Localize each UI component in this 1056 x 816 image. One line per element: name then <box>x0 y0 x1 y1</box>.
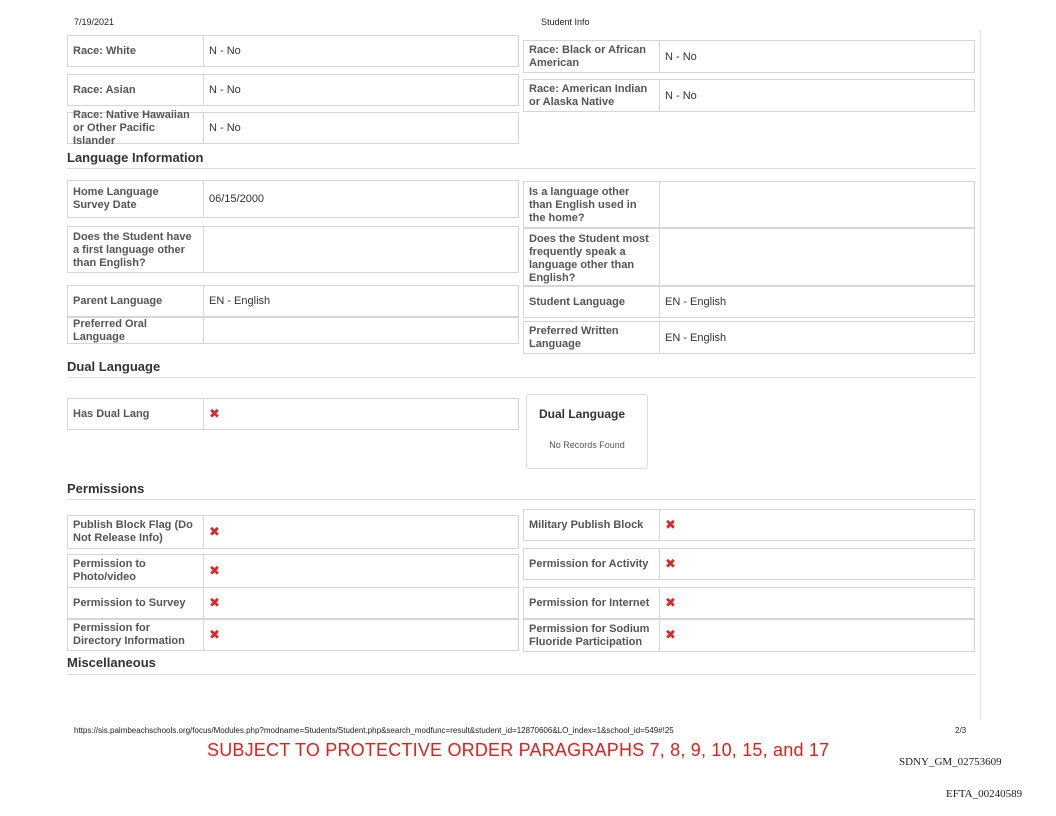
field-value <box>204 227 518 272</box>
field-most-frequent-language <box>523 228 975 286</box>
field-label: Permission for Sodium Fluoride Participation <box>524 620 660 651</box>
field-label: Permission for Activity <box>524 549 660 579</box>
print-date: 7/19/2021 <box>74 17 115 27</box>
section-title-dual-language: Dual Language <box>67 359 161 374</box>
section-title-miscellaneous: Miscellaneous <box>67 655 156 670</box>
field-preferred-oral-language <box>67 317 519 344</box>
field-value <box>660 620 974 651</box>
protective-order-stamp: SUBJECT TO PROTECTIVE ORDER PARAGRAPHS 7, 8, 9, 10, 15, and 17 <box>207 740 830 760</box>
field-label: Parent Language <box>68 286 204 316</box>
field-value <box>660 549 974 579</box>
field-label: Permission for Internet <box>524 588 660 618</box>
section-divider <box>67 377 976 378</box>
close-x-icon: ✖ <box>665 556 676 572</box>
field-value: EN - English <box>665 331 727 344</box>
field-permission-photo-video <box>67 554 519 588</box>
field-label: Publish Block Flag (Do Not Release Info) <box>68 516 204 548</box>
field-label: Preferred Written Language <box>524 322 660 353</box>
field-label: Race: Asian <box>68 75 204 105</box>
field-value <box>204 588 518 618</box>
field-value: N - No <box>665 89 697 102</box>
field-race-white <box>67 35 519 67</box>
section-divider <box>67 674 976 675</box>
field-label: Race: White <box>68 36 204 66</box>
field-race-black <box>523 40 975 73</box>
field-value: 06/15/2000 <box>209 193 265 205</box>
close-x-icon: ✖ <box>209 563 220 579</box>
field-value: N - No <box>209 84 241 96</box>
bates-number-efta: EFTA_00240589 <box>946 788 1023 800</box>
field-has-dual-lang <box>67 398 519 430</box>
field-student-language <box>523 286 975 318</box>
section-divider <box>67 168 976 169</box>
field-permission-sodium-fluoride <box>523 619 975 652</box>
field-value: N - No <box>665 50 697 63</box>
close-x-icon: ✖ <box>665 595 676 611</box>
field-label: Is a language other than English used in the home? <box>524 182 660 227</box>
close-x-icon: ✖ <box>209 595 220 611</box>
section-title-permissions: Permissions <box>67 481 145 496</box>
field-value: EN - English <box>209 295 271 307</box>
field-value: N - No <box>209 122 241 134</box>
field-home-language-survey-date <box>67 180 519 218</box>
field-value <box>204 620 518 650</box>
close-x-icon: ✖ <box>209 406 220 422</box>
field-label: Race: Black or African American <box>524 41 660 72</box>
field-label: Does the Student most frequently speak a language other than English? <box>524 229 660 285</box>
print-title: Student Info <box>541 17 590 27</box>
field-label: Has Dual Lang <box>68 399 204 429</box>
page-url: https://sis.palmbeachschools.org/focus/Modules.php?modname=Students/Student.php&search_modfunc=result&student_id=12870606&LO_index=1&school_id=549#!25 <box>74 726 674 735</box>
field-label: Military Publish Block <box>524 510 660 540</box>
field-permission-survey <box>67 587 519 619</box>
field-label: Permission for Directory Information <box>68 620 204 650</box>
field-first-language-other <box>67 226 519 273</box>
field-label: Race: American Indian or Alaska Native <box>524 80 660 111</box>
field-label: Student Language <box>524 287 660 317</box>
bates-number-sdny: SDNY_GM_02753609 <box>899 756 1002 768</box>
field-label: Does the Student have a first language other than English? <box>68 227 204 272</box>
field-preferred-written-language <box>523 321 975 354</box>
no-records-text: No Records Found <box>549 440 625 450</box>
close-x-icon: ✖ <box>665 628 676 643</box>
field-race-american-indian <box>523 79 975 112</box>
close-x-icon: ✖ <box>665 517 676 533</box>
field-label: Race: Native Hawaiian or Other Pacific Islander <box>68 113 204 143</box>
field-value: N - No <box>209 45 241 57</box>
field-race-native-hawaiian <box>67 108 519 147</box>
field-label: Preferred Oral Language <box>68 318 204 343</box>
field-parent-language <box>67 285 519 317</box>
page-divider <box>980 30 981 720</box>
field-value: EN - English <box>665 296 727 308</box>
close-x-icon: ✖ <box>209 627 220 643</box>
field-publish-block-flag <box>67 515 519 549</box>
field-label: Home Language Survey Date <box>68 181 204 217</box>
section-divider <box>67 499 976 500</box>
field-permission-activity <box>523 548 975 580</box>
field-race-asian <box>67 74 519 106</box>
field-value <box>204 555 518 587</box>
field-label: Permission to Photo/video <box>68 555 204 587</box>
card-title: Dual Language <box>539 407 626 421</box>
field-value <box>204 516 518 548</box>
field-label: Permission to Survey <box>68 588 204 618</box>
dual-language-card <box>526 394 648 469</box>
field-value <box>660 182 974 227</box>
field-value <box>660 510 974 540</box>
field-military-publish-block <box>523 509 975 541</box>
field-value <box>204 318 518 343</box>
field-value <box>660 588 974 618</box>
section-title-language: Language Information <box>67 150 204 165</box>
field-language-other-home <box>523 181 975 228</box>
close-x-icon: ✖ <box>209 524 220 540</box>
field-permission-internet <box>523 587 975 619</box>
page-number: 2/3 <box>955 726 967 735</box>
field-value <box>660 229 974 285</box>
field-permission-directory <box>67 619 519 651</box>
field-value <box>204 399 518 429</box>
